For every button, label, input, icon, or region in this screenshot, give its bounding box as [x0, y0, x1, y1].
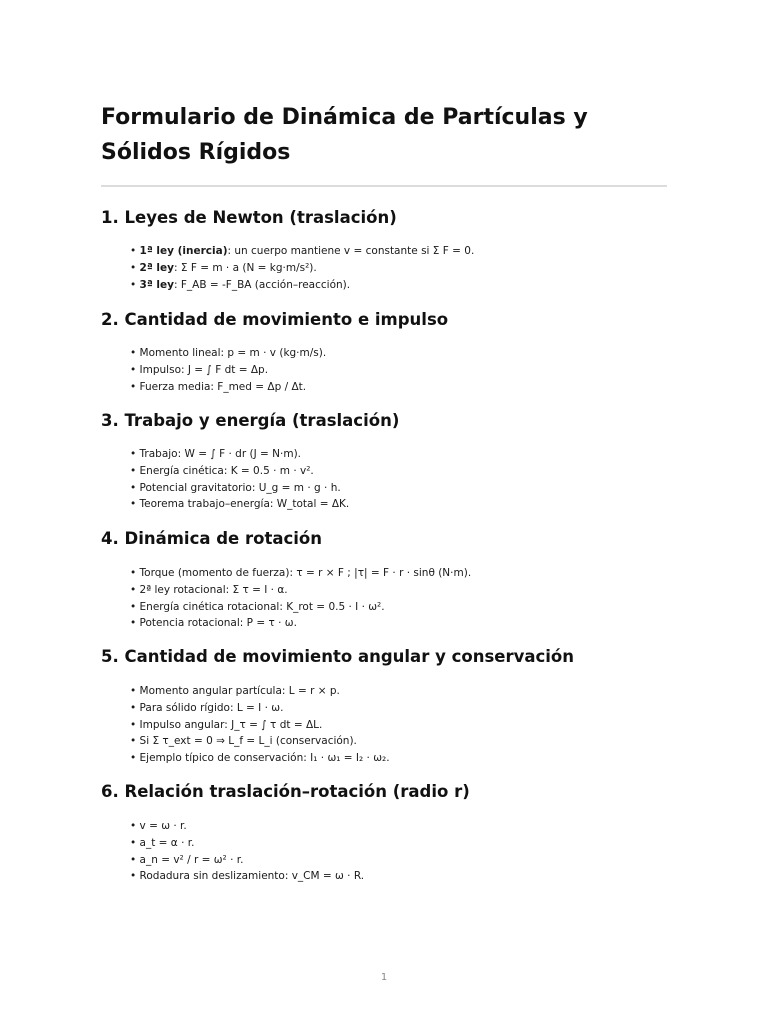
section-list-rotation — [130, 565, 471, 632]
list-item: • 2ª ley rotacional: Σ τ = I · α. — [130, 583, 288, 596]
section-list-angular-momentum — [130, 683, 390, 767]
section-list-translation-rotation — [130, 818, 364, 885]
section-heading-angular-momentum: 5. Cantidad de movimiento angular y conservación — [101, 647, 574, 666]
list-item: • Torque (momento de fuerza): τ = r × F ; |τ| = F · r · sinθ (N·m). — [130, 567, 472, 579]
title-divider — [101, 185, 667, 187]
list-item: • Fuerza media: F_med = Δp / Δt. — [130, 380, 307, 393]
list-item: • a_t = α · r. — [130, 836, 195, 849]
list-item: • 3ª ley: F_AB = -F_BA (acción–reacción). — [130, 278, 351, 291]
list-item: • Ejemplo típico de conservación: I₁ · ω₁ = I₂ · ω₂. — [130, 752, 390, 765]
list-item: • Energía cinética rotacional: K_rot = 0.5 · I · ω². — [130, 600, 385, 613]
section-list-newton — [130, 243, 474, 293]
list-item: • Potencial gravitatorio: U_g = m · g · h. — [130, 481, 341, 494]
section-heading-work-energy: 3. Trabajo y energía (traslación) — [101, 411, 400, 430]
list-item: • Rodadura sin deslizamiento: v_CM = ω · R. — [130, 870, 365, 883]
section-list-momentum — [130, 345, 326, 395]
page-number: 1 — [380, 972, 388, 983]
list-item: • Para sólido rígido: L = I · ω. — [130, 701, 284, 714]
list-item: • Energía cinética: K = 0.5 · m · v². — [130, 464, 314, 477]
page-title: Formulario de Dinámica de Partículas y Sólidos Rígidos — [101, 105, 588, 165]
section-heading-rotation: 4. Dinámica de rotación — [101, 529, 322, 548]
section-heading-momentum: 2. Cantidad de movimiento e impulso — [101, 310, 449, 329]
list-item: • v = ω · r. — [130, 820, 187, 832]
list-item: • Si Σ τ_ext = 0 ⇒ L_f = L_i (conservación). — [130, 735, 357, 748]
list-item: • 1ª ley (inercia): un cuerpo mantiene v = constante si Σ F = 0. — [130, 245, 475, 257]
list-item: • a_n = v² / r = ω² · r. — [130, 853, 244, 866]
section-heading-translation-rotation: 6. Relación traslación–rotación (radio r) — [101, 782, 470, 801]
list-item: • 2ª ley: Σ F = m · a (N = kg·m/s²). — [130, 261, 317, 274]
list-item: • Impulso angular: J_τ = ∫ τ dt = ΔL. — [130, 718, 323, 731]
section-list-work-energy — [130, 446, 349, 513]
list-item: • Momento lineal: p = m · v (kg·m/s). — [130, 347, 327, 359]
list-item: • Teorema trabajo–energía: W_total = ΔK. — [130, 498, 350, 511]
list-item: • Potencia rotacional: P = τ · ω. — [130, 617, 297, 630]
section-heading-newton: 1. Leyes de Newton (traslación) — [101, 208, 397, 227]
list-item: • Trabajo: W = ∫ F · dr (J = N·m). — [130, 448, 302, 460]
list-item: • Impulso: J = ∫ F dt = Δp. — [130, 363, 269, 376]
list-item: • Momento angular partícula: L = r × p. — [130, 685, 340, 697]
